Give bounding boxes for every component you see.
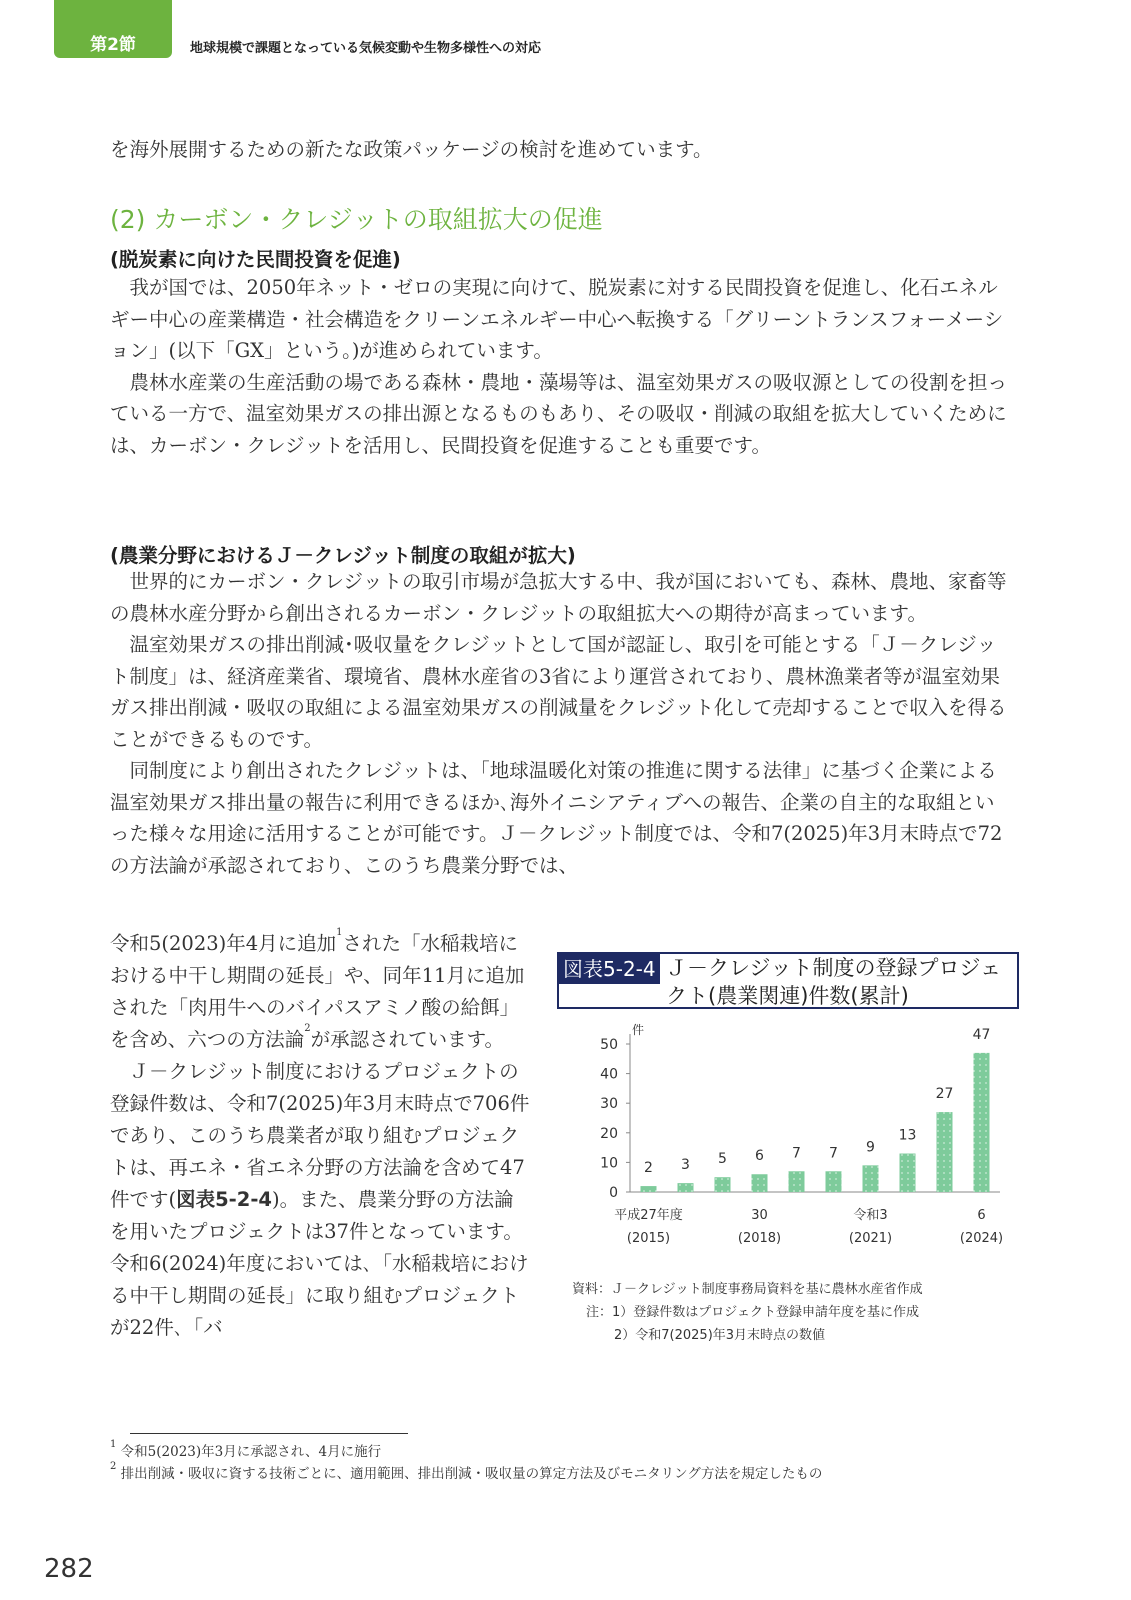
y-tick-label: 40 (600, 1066, 618, 1083)
body-paragraphs-1 (110, 272, 1010, 461)
figure-title: Ｊ－クレジット制度の登録プロジェクト(農業関連)件数(累計) (666, 956, 1002, 1008)
text-span: された「水稲栽培における中干し期間の延長」や、同年11月に追加された「肉用牛へのバイパスアミノ酸の給餌」を含め、六つの方法論 (110, 932, 525, 1051)
text-span: Ｊ－クレジット制度におけるプロジェクトの登録件数は、令和7(2025)年3月末時点で706件であり、このうち農業者が取り組むプロジェクトは、再エネ・省エネ分野の方法論を含めて47件です( (110, 1060, 530, 1211)
y-tick-label: 0 (609, 1185, 618, 1201)
figure-note: 注：1）登録件数はプロジェクト登録申請年度を基に作成 (586, 1305, 920, 1320)
intro-line: を海外展開するための新たな政策パッケージの検討を進めています。 (110, 138, 713, 161)
y-axis-unit-label: 件 (632, 1023, 645, 1037)
y-tick-label: 50 (600, 1037, 618, 1053)
left-column-text (110, 928, 530, 1344)
paragraph: 世界的にカーボン・クレジットの取引市場が急拡大する中、我が国においても、森林、農地、家畜等の農林水産分野から創出されるカーボン・クレジットの取組拡大への期待が高まっています。 (110, 570, 1007, 625)
data-label: 7 (829, 1145, 838, 1162)
x-tick-label: (2021) (848, 1231, 893, 1246)
subheading-decarbonization: (脱炭素に向けた民間投資を促進) (110, 248, 401, 271)
figure-notes (572, 1278, 923, 1347)
x-tick-label: 6 (977, 1208, 986, 1223)
footnote-text: 令和5(2023)年3月に承認され、4月に施行 (120, 1444, 382, 1460)
data-label: 13 (898, 1127, 917, 1144)
footnote-text: 排出削減・吸収に資する技術ごとに、適用範囲、排出削減・吸収量の算定方法及びモニタリング方法を規定したもの (120, 1466, 823, 1482)
bar (900, 1154, 916, 1192)
page-number: 282 (44, 1554, 94, 1584)
data-label: 27 (935, 1086, 954, 1103)
running-header-title: 地球規模で課題となっている気候変動や生物多様性への対応 (190, 41, 542, 56)
figure-label: 図表5-2-4 (559, 954, 660, 984)
footnote-marker[interactable]: 1 (336, 927, 343, 938)
data-label: 5 (718, 1151, 727, 1168)
bar (826, 1171, 842, 1192)
body-paragraphs-2 (110, 566, 1010, 881)
footnote-divider (130, 1433, 408, 1434)
bar-chart (575, 1020, 1015, 1270)
section-title: (2) カーボン・クレジットの取組拡大の促進 (110, 205, 603, 234)
footnote-1 (110, 1440, 381, 1460)
data-label: 7 (792, 1145, 801, 1162)
paragraph: 農林水産業の生産活動の場である森林・農地・藻場等は、温室効果ガスの吸収源としての役割を担っている一方で、温室効果ガスの排出源となるものもあり、その吸収・削減の取組を拡大していくためには、カーボン・クレジットを活用し、民間投資を促進することも重要です。 (110, 370, 1008, 457)
data-label: 6 (755, 1148, 764, 1165)
bar (752, 1174, 768, 1192)
subheading-j-credit: (農業分野におけるＪ－クレジット制度の取組が拡大) (110, 544, 576, 567)
text-span: )。また、農業分野の方法論を用いたプロジェクトは37件となっています。令和6(2024)年度においては､「水稲栽培における中干し期間の延長」に取り組むプロジェクトが22件､「バ (110, 1188, 529, 1339)
x-tick-label: (2015) (626, 1231, 671, 1246)
bar (974, 1053, 990, 1192)
data-label: 47 (972, 1026, 991, 1043)
figure-note: 2）令和7(2025)年3月末時点の数値 (614, 1328, 826, 1343)
data-label: 3 (681, 1157, 690, 1174)
paragraph (110, 928, 530, 1056)
data-label: 2 (644, 1160, 653, 1177)
x-tick-label: (2018) (737, 1231, 782, 1246)
section-tab (54, 0, 172, 58)
footnote-marker[interactable]: 2 (304, 1023, 311, 1034)
x-tick-label: 平成27年度 (614, 1208, 683, 1223)
bar (715, 1177, 731, 1192)
text-span: 令和5(2023)年4月に追加 (110, 932, 337, 955)
bar (863, 1165, 879, 1192)
x-tick-label: (2024) (959, 1231, 1004, 1246)
figure-reference-link[interactable]: 図表5-2-4 (176, 1188, 273, 1211)
data-label: 9 (866, 1139, 875, 1156)
y-tick-label: 10 (600, 1155, 618, 1172)
y-tick-label: 30 (600, 1096, 618, 1113)
bar (937, 1112, 953, 1192)
figure-title-box (557, 952, 1019, 1009)
footnote-number: 2 (110, 1461, 117, 1472)
footnote-number: 1 (110, 1439, 117, 1450)
bar (641, 1186, 657, 1192)
footnote-2 (110, 1462, 822, 1482)
section-tab-label: 第2節 (90, 35, 136, 55)
x-tick-label: 30 (751, 1208, 768, 1223)
figure-source: 資料：Ｊ－クレジット制度事務局資料を基に農林水産省作成 (572, 1282, 923, 1297)
bar (678, 1183, 694, 1192)
paragraph: 同制度により創出されたクレジットは、「地球温暖化対策の推進に関する法律」に基づく企業による温室効果ガス排出量の報告に利用できるほか､海外イニシアティブへの報告、企業の自主的な取組といった様々な用途に活用することが可能です。Ｊ－クレジット制度では、令和7(2025)年3月末時点で72の方法論が承認されており、このうち農業分野では、 (110, 759, 1003, 877)
text-span: が承認されています。 (310, 1028, 505, 1051)
paragraph (110, 1056, 530, 1344)
y-tick-label: 20 (600, 1125, 618, 1142)
paragraph: 我が国では、2050年ネット・ゼロの実現に向けて、脱炭素に対する民間投資を促進し、化石エネルギー中心の産業構造・社会構造をクリーンエネルギー中心へ転換する「グリーントランスフォーメーション」(以下「GX」という。)が進められています。 (110, 276, 1004, 362)
bar (789, 1171, 805, 1192)
paragraph: 温室効果ガスの排出削減･吸収量をクレジットとして国が認証し、取引を可能とする「Ｊ－クレジット制度」は、経済産業省、環境省、農林水産省の3省により運営されており、農林漁業者等が温室効果ガス排出削減・吸収の取組による温室効果ガスの削減量をクレジット化して売却することで収入を得ることができるものです。 (110, 633, 1007, 751)
x-tick-label: 令和3 (853, 1208, 888, 1223)
